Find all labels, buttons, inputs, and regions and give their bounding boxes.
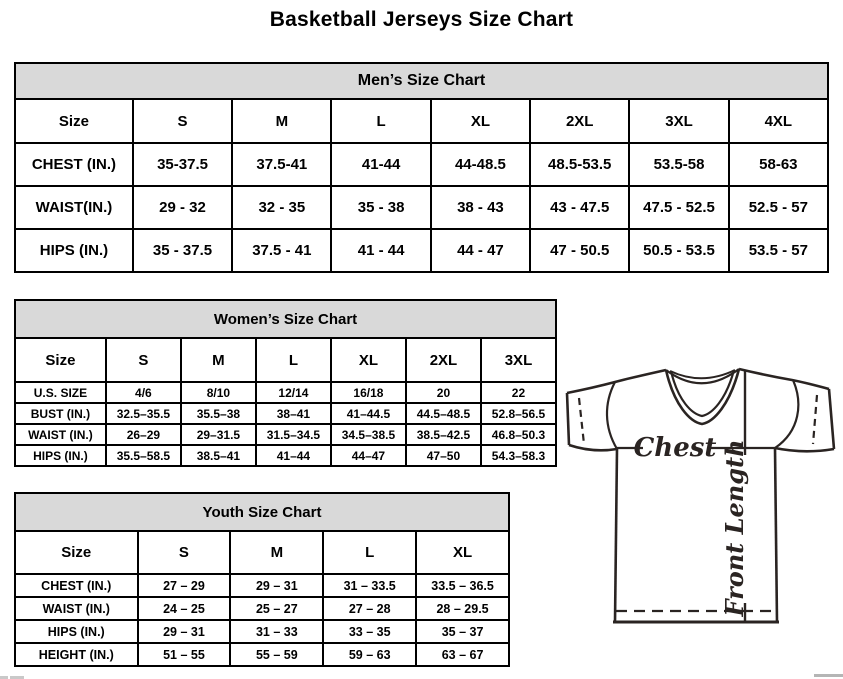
row-label: HIPS (IN.) xyxy=(15,229,133,272)
jersey-sleeve-right-hem-dash xyxy=(813,395,817,444)
size-cell: 38–41 xyxy=(256,403,331,424)
mens-header-row xyxy=(15,99,828,143)
table-row xyxy=(15,143,828,186)
column-header: S xyxy=(138,531,231,574)
jersey-collar-back-outer xyxy=(666,369,739,383)
size-cell: 35-37.5 xyxy=(133,143,232,186)
size-cell: 31.5–34.5 xyxy=(256,424,331,445)
size-cell: 44-48.5 xyxy=(431,143,530,186)
size-cell: 41–44 xyxy=(256,445,331,466)
jersey-sleeve-right-underside xyxy=(775,448,834,451)
youth-size-table xyxy=(14,530,510,667)
column-header: XL xyxy=(416,531,509,574)
jersey-armhole-right-seam xyxy=(775,380,798,448)
jersey-diagram xyxy=(560,365,843,630)
row-label: CHEST (IN.) xyxy=(15,143,133,186)
womens-size-chart-section xyxy=(14,299,557,467)
mens-size-chart-section xyxy=(14,62,829,273)
size-cell: 44.5–48.5 xyxy=(406,403,481,424)
column-header: S xyxy=(106,338,181,382)
size-cell: 35 - 38 xyxy=(331,186,430,229)
column-header: XL xyxy=(431,99,530,143)
column-header: L xyxy=(323,531,416,574)
jersey-sleeve-left-edge xyxy=(567,393,569,445)
column-header: L xyxy=(256,338,331,382)
row-label: HIPS (IN.) xyxy=(15,620,138,643)
youth-header-row xyxy=(15,531,509,574)
table-row xyxy=(15,643,509,666)
jersey-sleeve-left-hem-dash xyxy=(579,398,584,444)
womens-header-row xyxy=(15,338,556,382)
youth-chart-title: Youth Size Chart xyxy=(14,492,510,532)
size-cell: 29–31.5 xyxy=(181,424,256,445)
womens-size-table xyxy=(14,337,557,467)
jersey-sleeve-left-underside xyxy=(569,445,617,450)
column-header: S xyxy=(133,99,232,143)
row-label: U.S. SIZE xyxy=(15,382,106,403)
row-label: HIPS (IN.) xyxy=(15,445,106,466)
column-header: Size xyxy=(15,99,133,143)
row-label: CHEST (IN.) xyxy=(15,574,138,597)
jersey-armhole-left-seam xyxy=(607,382,617,449)
size-cell: 35 - 37.5 xyxy=(133,229,232,272)
size-cell: 4/6 xyxy=(106,382,181,403)
size-cell: 50.5 - 53.5 xyxy=(629,229,728,272)
size-cell: 63 – 67 xyxy=(416,643,509,666)
jersey-shoulder-left xyxy=(567,370,666,393)
size-cell: 48.5-53.5 xyxy=(530,143,629,186)
column-header: M xyxy=(232,99,331,143)
size-cell: 31 – 33 xyxy=(230,620,323,643)
table-row xyxy=(15,574,509,597)
row-label: WAIST (IN.) xyxy=(15,424,106,445)
size-cell: 35.5–58.5 xyxy=(106,445,181,466)
column-header: L xyxy=(331,99,430,143)
size-cell: 29 - 32 xyxy=(133,186,232,229)
size-cell: 27 – 28 xyxy=(323,597,416,620)
column-header: M xyxy=(181,338,256,382)
size-cell: 38 - 43 xyxy=(431,186,530,229)
size-cell: 29 – 31 xyxy=(138,620,231,643)
column-header: Size xyxy=(15,338,106,382)
size-cell: 44–47 xyxy=(331,445,406,466)
size-cell: 41-44 xyxy=(331,143,430,186)
size-cell: 32.5–35.5 xyxy=(106,403,181,424)
table-row xyxy=(15,445,556,466)
size-cell: 47–50 xyxy=(406,445,481,466)
size-cell: 41 - 44 xyxy=(331,229,430,272)
row-label: WAIST (IN.) xyxy=(15,597,138,620)
size-cell: 37.5-41 xyxy=(232,143,331,186)
size-cell: 27 – 29 xyxy=(138,574,231,597)
size-cell: 54.3–58.3 xyxy=(481,445,556,466)
row-label: BUST (IN.) xyxy=(15,403,106,424)
jersey-body-left-edge xyxy=(615,449,617,622)
column-header: 3XL xyxy=(481,338,556,382)
size-cell: 43 - 47.5 xyxy=(530,186,629,229)
size-cell: 53.5 - 57 xyxy=(729,229,828,272)
size-cell: 28 – 29.5 xyxy=(416,597,509,620)
size-cell: 31 – 33.5 xyxy=(323,574,416,597)
size-cell: 46.8–50.3 xyxy=(481,424,556,445)
size-cell: 20 xyxy=(406,382,481,403)
column-header: 4XL xyxy=(729,99,828,143)
chest-label: Chest xyxy=(633,433,717,463)
size-cell: 37.5 - 41 xyxy=(232,229,331,272)
size-cell: 52.8–56.5 xyxy=(481,403,556,424)
page-title: Basketball Jerseys Size Chart xyxy=(269,8,574,31)
front-length-label: Front Length xyxy=(720,439,749,617)
mens-size-table xyxy=(14,98,829,273)
size-cell: 35 – 37 xyxy=(416,620,509,643)
size-cell: 38.5–42.5 xyxy=(406,424,481,445)
womens-chart-title: Women’s Size Chart xyxy=(14,299,557,339)
table-row xyxy=(15,229,828,272)
size-cell: 35.5–38 xyxy=(181,403,256,424)
size-cell: 33 – 35 xyxy=(323,620,416,643)
column-header: 2XL xyxy=(530,99,629,143)
size-cell: 47.5 - 52.5 xyxy=(629,186,728,229)
size-cell: 33.5 – 36.5 xyxy=(416,574,509,597)
column-header: 3XL xyxy=(629,99,728,143)
column-header: XL xyxy=(331,338,406,382)
size-cell: 32 - 35 xyxy=(232,186,331,229)
jersey-shoulder-right xyxy=(739,369,829,389)
size-cell: 51 – 55 xyxy=(138,643,231,666)
size-cell: 59 – 63 xyxy=(323,643,416,666)
table-row xyxy=(15,403,556,424)
size-cell: 58-63 xyxy=(729,143,828,186)
size-cell: 34.5–38.5 xyxy=(331,424,406,445)
row-label: WAIST(IN.) xyxy=(15,186,133,229)
size-cell: 55 – 59 xyxy=(230,643,323,666)
size-cell: 41–44.5 xyxy=(331,403,406,424)
scrollbar-fragment-right[interactable] xyxy=(814,674,843,677)
size-cell: 53.5-58 xyxy=(629,143,728,186)
column-header: Size xyxy=(15,531,138,574)
table-row xyxy=(15,597,509,620)
size-cell: 44 - 47 xyxy=(431,229,530,272)
youth-size-chart-section xyxy=(14,492,510,667)
jersey-sleeve-right-edge xyxy=(829,389,834,449)
size-cell: 26–29 xyxy=(106,424,181,445)
size-cell: 24 – 25 xyxy=(138,597,231,620)
mens-chart-title: Men’s Size Chart xyxy=(14,62,829,100)
column-header: M xyxy=(230,531,323,574)
size-cell: 16/18 xyxy=(331,382,406,403)
table-row xyxy=(15,186,828,229)
row-label: HEIGHT (IN.) xyxy=(15,643,138,666)
size-cell: 8/10 xyxy=(181,382,256,403)
size-cell: 29 – 31 xyxy=(230,574,323,597)
size-cell: 38.5–41 xyxy=(181,445,256,466)
size-cell: 47 - 50.5 xyxy=(530,229,629,272)
table-row xyxy=(15,382,556,403)
size-cell: 25 – 27 xyxy=(230,597,323,620)
table-row xyxy=(15,424,556,445)
size-cell: 22 xyxy=(481,382,556,403)
size-cell: 12/14 xyxy=(256,382,331,403)
table-row xyxy=(15,620,509,643)
size-cell: 52.5 - 57 xyxy=(729,186,828,229)
column-header: 2XL xyxy=(406,338,481,382)
jersey-body-right-edge xyxy=(775,448,777,622)
